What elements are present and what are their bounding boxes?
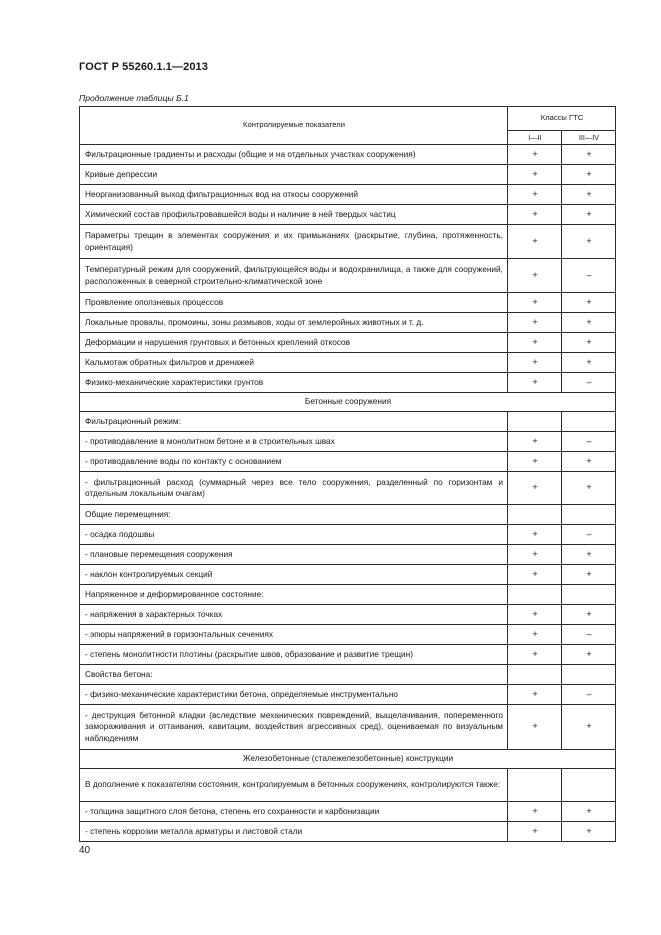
class-2-mark: – — [562, 685, 616, 705]
class-1-mark: + — [508, 313, 562, 333]
class-1-mark: + — [508, 685, 562, 705]
indicator-cell: - напряжения в характерных точках — [80, 605, 508, 625]
class-2-mark: + — [562, 645, 616, 665]
class-1-mark: + — [508, 333, 562, 353]
indicator-cell: Проявление оползневых процессов — [80, 293, 508, 313]
indicator-cell: - противодавление в монолитном бетоне и в строительных швах — [80, 432, 508, 452]
indicator-cell: Деформации и нарушения грунтовых и бетонных креплений откосов — [80, 333, 508, 353]
document-code: ГОСТ Р 55260.1.1—2013 — [79, 61, 208, 73]
indicator-cell: - плановые перемещения сооружения — [80, 545, 508, 565]
class-2-mark — [562, 585, 616, 605]
indicator-cell: Температурный режим для сооружений, фильтрующейся воды и водохранилища, а также для сооружений, расположенных в северной строительно-климатической зоне — [80, 259, 508, 293]
class-1-mark: + — [508, 605, 562, 625]
section-heading: Железобетонные (сталежелезобетонные) конструкции — [80, 750, 616, 769]
class-2-mark — [562, 665, 616, 685]
class-1-mark: + — [508, 293, 562, 313]
indicator-cell: - противодавление воды по контакту с основанием — [80, 452, 508, 472]
class-1-mark: + — [508, 373, 562, 393]
class-1-mark — [508, 412, 562, 432]
indicator-cell: - наклон контролируемых секций — [80, 565, 508, 585]
class-2-mark: + — [562, 472, 616, 505]
class-2-mark: + — [562, 293, 616, 313]
class-2-mark: + — [562, 333, 616, 353]
class-2-mark: – — [562, 259, 616, 293]
class-1-mark: + — [508, 185, 562, 205]
class-1-mark: + — [508, 145, 562, 165]
class-1-mark: + — [508, 625, 562, 645]
class-2-mark: – — [562, 373, 616, 393]
indicator-cell: - деструкция бетонной кладки (вследствие механических повреждений, выщелачивания, попеременного замораживания и оттаивания, кавитации, воздействия агрессивных сред), оцениваемая по визуальным наблюдениям — [80, 705, 508, 750]
indicator-cell: - фильтрационный расход (суммарный через все тело сооружения, разделенный по горизонтам и отдельным локальным очагам) — [80, 472, 508, 505]
class-2-mark: + — [562, 145, 616, 165]
class-1-mark: + — [508, 432, 562, 452]
class-1-mark: + — [508, 205, 562, 225]
class-1-mark: + — [508, 545, 562, 565]
page-number: 40 — [79, 845, 91, 856]
indicator-cell: Кривые депрессии — [80, 165, 508, 185]
indicator-cell: Неорганизованный выход фильтрационных вод на откосы сооружений — [80, 185, 508, 205]
class-1-mark — [508, 769, 562, 802]
class-1-mark: + — [508, 565, 562, 585]
indicator-cell: Физико-механические характеристики грунтов — [80, 373, 508, 393]
class-1-mark — [508, 665, 562, 685]
class-2-mark: + — [562, 705, 616, 750]
class-2-mark: – — [562, 525, 616, 545]
indicator-cell: Химический состав профильтровавшейся воды и наличие в ней твердых частиц — [80, 205, 508, 225]
indicator-cell: Локальные провалы, промоины, зоны размывов, ходы от землеройных животных и т. д. — [80, 313, 508, 333]
class-1-mark: + — [508, 705, 562, 750]
column-header-class-2: III—IV — [562, 131, 616, 145]
class-2-mark: + — [562, 353, 616, 373]
class-1-mark: + — [508, 472, 562, 505]
class-2-mark — [562, 505, 616, 525]
class-2-mark: – — [562, 625, 616, 645]
class-1-mark: + — [508, 353, 562, 373]
class-2-mark: + — [562, 545, 616, 565]
class-2-mark: + — [562, 165, 616, 185]
group-heading: Напряженное и деформированное состояние: — [80, 585, 508, 605]
column-header-indicators: Контролируемые показатели — [80, 107, 508, 145]
class-2-mark: + — [562, 225, 616, 259]
class-2-mark — [562, 769, 616, 802]
group-heading: Общие перемещения: — [80, 505, 508, 525]
group-heading: В дополнение к показателям состояния, контролируемым в бетонных сооружениях, контролируются также: — [80, 769, 508, 802]
class-2-mark — [562, 412, 616, 432]
class-1-mark — [508, 505, 562, 525]
class-1-mark: + — [508, 525, 562, 545]
indicator-cell: - осадка подошвы — [80, 525, 508, 545]
class-2-mark: + — [562, 565, 616, 585]
class-2-mark: – — [562, 432, 616, 452]
class-1-mark: + — [508, 225, 562, 259]
class-1-mark: + — [508, 645, 562, 665]
indicator-cell: Параметры трещин в элементах сооружения и их примыканиях (раскрытие, глубина, протяженность, ориентация) — [80, 225, 508, 259]
table-caption: Продолжение таблицы Б.1 — [79, 93, 189, 103]
indicator-cell: - толщина защитного слоя бетона, степень его сохранности и карбонизации — [80, 802, 508, 822]
group-heading: Фильтрационный режим: — [80, 412, 508, 432]
class-2-mark: + — [562, 313, 616, 333]
indicator-cell: - степень коррозии металла арматуры и листовой стали — [80, 822, 508, 842]
indicator-cell: - физико-механические характеристики бетона, определяемые инструментально — [80, 685, 508, 705]
group-heading: Свойства бетона: — [80, 665, 508, 685]
class-2-mark: + — [562, 802, 616, 822]
column-header-class-1: I—II — [508, 131, 562, 145]
class-2-mark: + — [562, 185, 616, 205]
indicator-cell: - эпюры напряжений в горизонтальных сечениях — [80, 625, 508, 645]
class-1-mark — [508, 585, 562, 605]
class-1-mark: + — [508, 822, 562, 842]
indicator-cell: Кальмотаж обратных фильтров и дренажей — [80, 353, 508, 373]
indicator-cell: Фильтрационные градиенты и расходы (общие и на отдельных участках сооружения) — [80, 145, 508, 165]
class-1-mark: + — [508, 452, 562, 472]
table-body — [80, 145, 616, 842]
class-2-mark: + — [562, 605, 616, 625]
class-1-mark: + — [508, 259, 562, 293]
class-2-mark: + — [562, 822, 616, 842]
indicators-table — [79, 106, 616, 842]
class-1-mark: + — [508, 802, 562, 822]
class-2-mark: + — [562, 205, 616, 225]
section-heading: Бетонные сооружения — [80, 393, 616, 412]
class-1-mark: + — [508, 165, 562, 185]
column-header-classes: Классы ГТС — [508, 107, 616, 131]
indicator-cell: - степень монолитности плотины (раскрытие швов, образование и развитие трещин) — [80, 645, 508, 665]
class-2-mark: + — [562, 452, 616, 472]
